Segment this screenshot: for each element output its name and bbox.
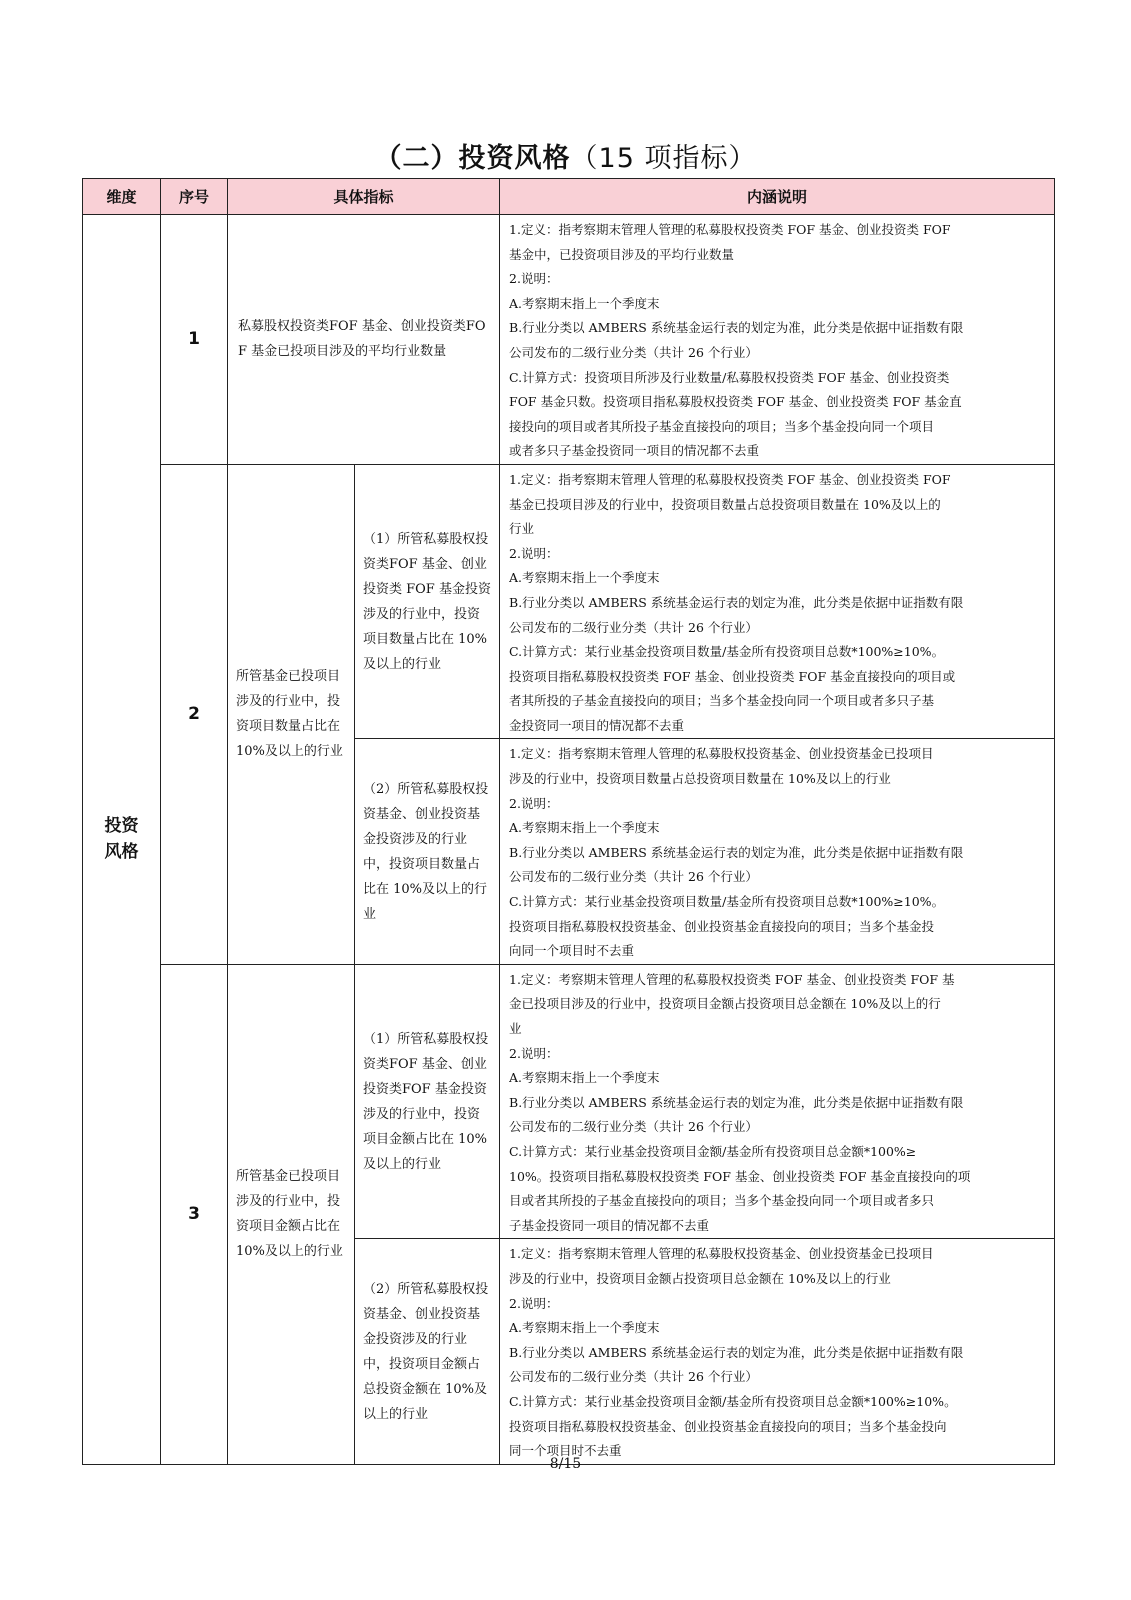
description-cell xyxy=(500,739,1055,964)
page-title-main: （二）投资风格 xyxy=(374,143,571,174)
indicator-table xyxy=(82,178,1055,1465)
table-row xyxy=(83,964,1055,1239)
description-line: B.行业分类以 AMBERS 系统基金运行表的划定为准，此分类是依据中证指数有限 xyxy=(509,594,964,610)
description-line: 公司发布的二级行业分类（共计 26 个行业） xyxy=(509,619,758,635)
description-line: 公司发布的二级行业分类（共计 26 个行业） xyxy=(509,869,758,885)
description-line: 1.定义：指考察期末管理人管理的私募股权投资类 FOF 基金、创业投资类 FOF xyxy=(509,222,951,237)
description-line: C.计算方式：某行业基金投资项目数量/基金所有投资项目总数*100%≥10%。 xyxy=(509,894,945,910)
indicator-text: 所管基金已投项目涉及的行业中，投资项目金额占比在 10%及以上的行业 xyxy=(228,964,355,1464)
page-title xyxy=(0,136,1131,175)
description-line: 1.定义：指考察期末管理人管理的私募股权投资基金、创业投资基金已投项目 xyxy=(509,746,934,762)
description-line: 公司发布的二级行业分类（共计 26 个行业） xyxy=(509,1119,758,1135)
dimension-cell xyxy=(83,215,161,1465)
header-number: 序号 xyxy=(161,179,228,215)
description-cell xyxy=(500,464,1055,739)
description-line: 金投资同一项目的情况都不去重 xyxy=(509,717,685,733)
description-line: 公司发布的二级行业分类（共计 26 个行业） xyxy=(509,1369,758,1385)
description-line: C.计算方式：某行业基金投资项目金额/基金所有投资项目总金额*100%≥ xyxy=(509,1143,917,1159)
description-cell xyxy=(500,215,1055,465)
sub-indicator-text: （2）所管私募股权投资基金、创业投资基金投资涉及的行业中，投资项目数量占比在 10%及以上的行业 xyxy=(355,739,500,964)
description-line: 子基金投资同一项目的情况都不去重 xyxy=(509,1217,710,1233)
description-line: 2.说明： xyxy=(509,1045,559,1061)
description-line: 2.说明： xyxy=(509,545,559,561)
description-line: 投资项目指私募股权投资基金、创业投资基金直接投向的项目；当多个基金投向 xyxy=(509,1418,947,1434)
row-number: 1 xyxy=(161,215,228,465)
dimension-label: 投资风格 xyxy=(104,816,139,863)
description-cell xyxy=(500,1239,1055,1464)
description-line: 1.定义：考察期末管理人管理的私募股权投资类 FOF 基金、创业投资类 FOF 基 xyxy=(509,971,955,987)
indicator-text: 私募股权投资类FOF 基金、创业投资类FOF 基金已投项目涉及的平均行业数量 xyxy=(228,215,500,465)
description-line: 基金中，已投资项目涉及的平均行业数量 xyxy=(509,246,735,262)
description-line: 2.说明： xyxy=(509,795,559,811)
description-line: A.考察期末指上一个季度末 xyxy=(509,820,660,836)
description-cell xyxy=(500,964,1055,1239)
description-line: 业 xyxy=(509,1021,522,1036)
description-line: 2.说明： xyxy=(509,1295,559,1311)
sub-indicator-text: （1）所管私募股权投资类FOF 基金、创业投资类FOF 基金投资涉及的行业中，投资项目金额占比在 10%及以上的行业 xyxy=(355,964,500,1239)
table-row xyxy=(83,464,1055,739)
description-line: A.考察期末指上一个季度末 xyxy=(509,1320,660,1336)
description-line: B.行业分类以 AMBERS 系统基金运行表的划定为准，此分类是依据中证指数有限 xyxy=(509,1344,964,1360)
description-line: 投资项目指私募股权投资类 FOF 基金、创业投资类 FOF 基金直接投向的项目或 xyxy=(509,668,956,684)
description-line: 1.定义：指考察期末管理人管理的私募股权投资类 FOF 基金、创业投资类 FOF xyxy=(509,471,951,487)
table-header-row xyxy=(83,179,1055,215)
description-line: 或者多只子基金投资同一项目的情况都不去重 xyxy=(509,443,760,459)
description-line: 基金已投项目涉及的行业中，投资项目数量占总投资项目数量在 10%及以上的 xyxy=(509,496,941,512)
description-line: 涉及的行业中，投资项目数量占总投资项目数量在 10%及以上的行业 xyxy=(509,771,891,787)
sub-indicator-text: （1）所管私募股权投资类FOF 基金、创业投资类 FOF 基金投资涉及的行业中，投资项目数量占比在 10%及以上的行业 xyxy=(355,464,500,739)
description-line: 同一个项目时不去重 xyxy=(509,1443,622,1459)
description-line: 向同一个项目时不去重 xyxy=(509,943,635,959)
row-number: 3 xyxy=(161,964,228,1464)
description-line: 投资项目指私募股权投资基金、创业投资基金直接投向的项目；当多个基金投 xyxy=(509,918,935,934)
description-line: 者其所投的子基金直接投向的项目；当多个基金投向同一个项目或者多只子基 xyxy=(509,693,935,709)
description-line: A.考察期末指上一个季度末 xyxy=(509,295,660,311)
header-dimension: 维度 xyxy=(83,179,161,215)
description-line: 目或者其所投的子基金直接投向的项目；当多个基金投向同一个项目或者多只 xyxy=(509,1193,935,1209)
description-line: 1.定义：指考察期末管理人管理的私募股权投资基金、创业投资基金已投项目 xyxy=(509,1246,934,1262)
page-number: 8/15 xyxy=(549,1456,582,1472)
description-line: 2.说明： xyxy=(509,271,559,287)
description-line: B.行业分类以 AMBERS 系统基金运行表的划定为准，此分类是依据中证指数有限 xyxy=(509,320,964,336)
description-line: 金已投项目涉及的行业中，投资项目金额占投资项目总金额在 10%及以上的行 xyxy=(509,996,941,1012)
description-line: 公司发布的二级行业分类（共计 26 个行业） xyxy=(509,344,758,360)
description-line: C.计算方式：某行业基金投资项目金额/基金所有投资项目总金额*100%≥10%。 xyxy=(509,1393,957,1409)
indicator-text: 所管基金已投项目涉及的行业中，投资项目数量占比在 10%及以上的行业 xyxy=(228,464,355,964)
table-row xyxy=(83,215,1055,465)
description-line: A.考察期末指上一个季度末 xyxy=(509,1070,660,1086)
sub-indicator-text: （2）所管私募股权投资基金、创业投资基金投资涉及的行业中，投资项目金额占总投资金额在 10%及以上的行业 xyxy=(355,1239,500,1464)
description-line: C.计算方式：投资项目所涉及行业数量/私募股权投资类 FOF 基金、创业投资类 xyxy=(509,369,950,385)
row-number: 2 xyxy=(161,464,228,964)
description-line: C.计算方式：某行业基金投资项目数量/基金所有投资项目总数*100%≥10%。 xyxy=(509,644,945,660)
header-indicator: 具体指标 xyxy=(228,179,500,215)
description-line: 行业 xyxy=(509,521,535,537)
description-line: FOF 基金只数。投资项目指私募股权投资类 FOF 基金、创业投资类 FOF 基金直 xyxy=(509,394,962,410)
header-description: 内涵说明 xyxy=(500,179,1055,215)
description-line: B.行业分类以 AMBERS 系统基金运行表的划定为准，此分类是依据中证指数有限 xyxy=(509,1094,964,1110)
description-line: 涉及的行业中，投资项目金额占投资项目总金额在 10%及以上的行业 xyxy=(509,1270,891,1286)
description-line: 10%。投资项目指私募股权投资类 FOF 基金、创业投资类 FOF 基金直接投向的项 xyxy=(509,1168,971,1184)
page-title-count: （15 项指标） xyxy=(570,143,757,174)
description-line: 接投向的项目或者其所投子基金直接投向的项目；当多个基金投向同一个项目 xyxy=(509,418,935,434)
description-line: A.考察期末指上一个季度末 xyxy=(509,570,660,586)
description-line: B.行业分类以 AMBERS 系统基金运行表的划定为准，此分类是依据中证指数有限 xyxy=(509,844,964,860)
